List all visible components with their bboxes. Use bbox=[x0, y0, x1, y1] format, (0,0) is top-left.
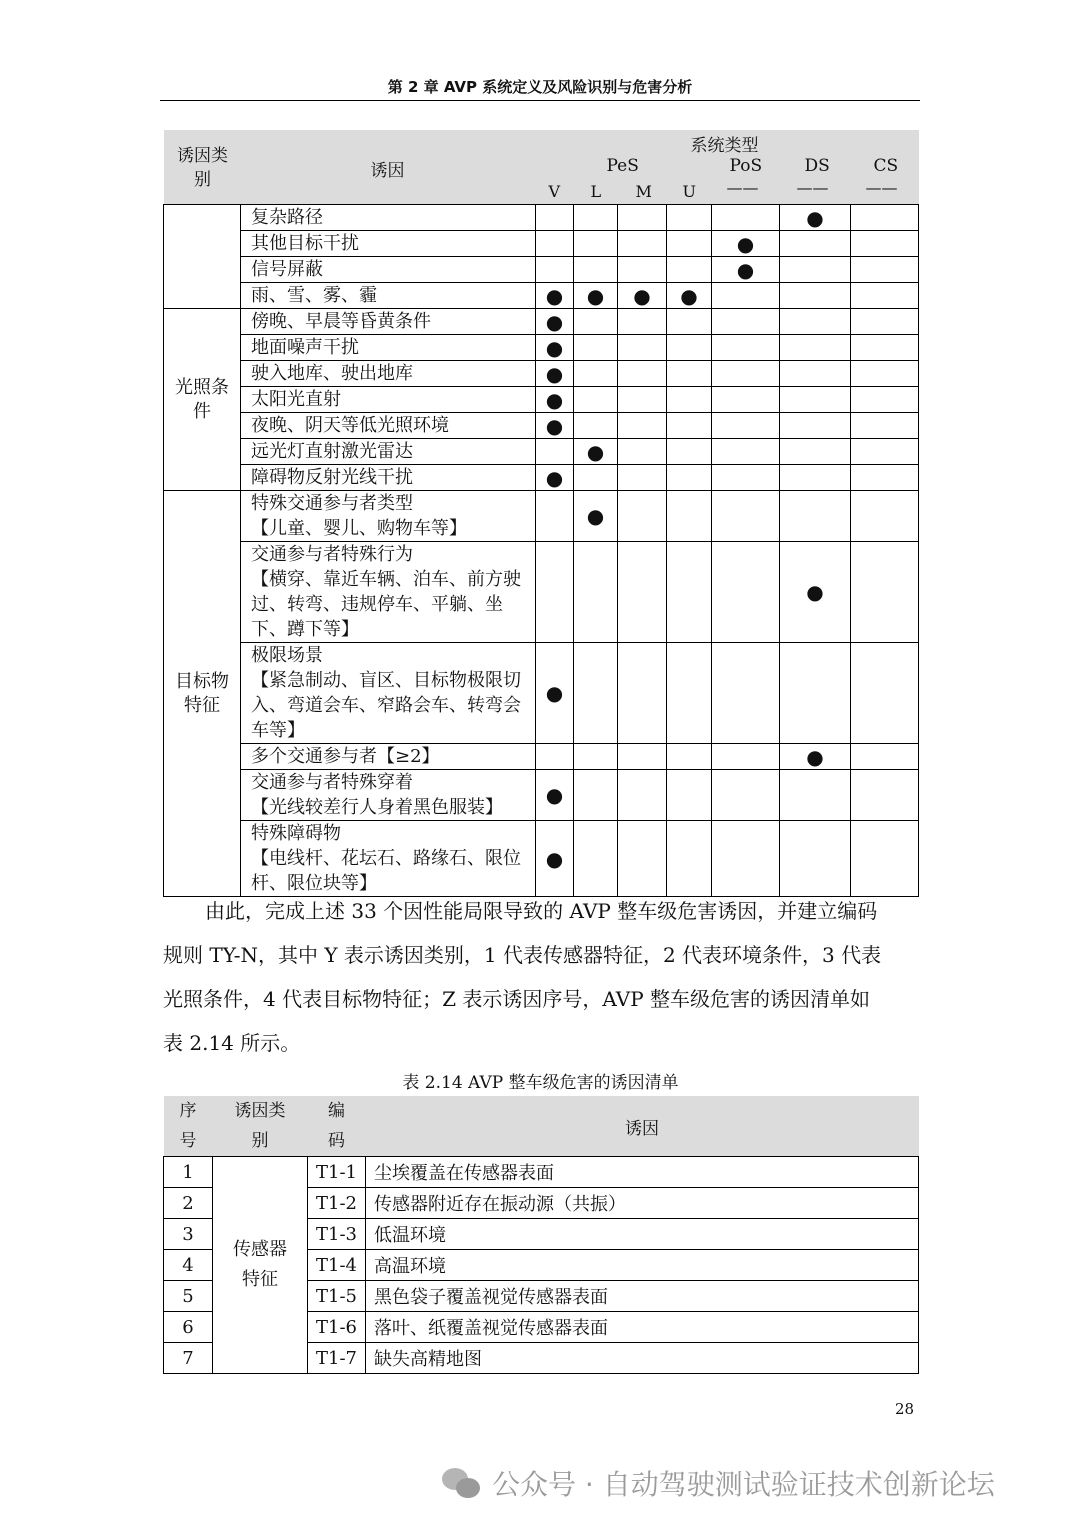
category-cell bbox=[164, 309, 241, 491]
marker: ● bbox=[536, 770, 574, 821]
marker: ● bbox=[536, 465, 574, 491]
marker: ● bbox=[536, 413, 574, 439]
table-row bbox=[164, 361, 919, 387]
header-pos: PoS bbox=[729, 156, 763, 176]
cause-text: 极限场景 【紧急制动、盲区、目标物极限切入、弯道会车、窄路会车、转弯会车等】 bbox=[251, 645, 521, 741]
watermark-text: 公众号 · 自动驾驶测试验证技术创新论坛 bbox=[492, 1468, 995, 1501]
marker: ● bbox=[712, 231, 780, 257]
cause-cell: 傍晚、早晨等昏黄条件 bbox=[241, 309, 536, 335]
wechat-icon bbox=[442, 1466, 482, 1500]
row-cause: 尘埃覆盖在传感器表面 bbox=[366, 1157, 919, 1188]
row-code: T1-6 bbox=[308, 1312, 366, 1343]
row-code: T1-7 bbox=[308, 1343, 366, 1374]
header-pes: PeS bbox=[606, 156, 639, 176]
table-row bbox=[164, 335, 919, 361]
header-category: 诱因类别 bbox=[177, 146, 228, 190]
header-sub-u: U bbox=[682, 182, 696, 201]
row-no: 6 bbox=[164, 1312, 213, 1343]
paragraph-line: 规则 TY-N，其中 Y 表示诱因类别，1 代表传感器特征，2 代表环境条件，3 代表 bbox=[163, 943, 882, 967]
table-row bbox=[164, 231, 919, 257]
row-cause: 传感器附近存在振动源（共振） bbox=[366, 1188, 919, 1219]
row-no: 1 bbox=[164, 1157, 213, 1188]
row-no: 5 bbox=[164, 1281, 213, 1312]
row-code: T1-4 bbox=[308, 1250, 366, 1281]
cause-text: 特殊障碍物 【电线杆、花坛石、路缘石、限位杆、限位块等】 bbox=[251, 823, 521, 894]
cause-cell: 驶入地库、驶出地库 bbox=[241, 361, 536, 387]
marker: ● bbox=[618, 283, 667, 309]
row-cause: 落叶、纸覆盖视觉传感器表面 bbox=[366, 1312, 919, 1343]
row-code: T1-2 bbox=[308, 1188, 366, 1219]
header-dash-ds: —— bbox=[796, 178, 829, 197]
table-row bbox=[164, 205, 919, 231]
table1-header bbox=[164, 130, 919, 204]
marker: ● bbox=[574, 439, 618, 465]
table-row bbox=[164, 643, 919, 744]
table-row bbox=[164, 309, 919, 335]
table-row bbox=[164, 439, 919, 465]
cause-cell: 多个交通参与者【≥2】 bbox=[241, 744, 536, 770]
marker: ● bbox=[780, 744, 851, 770]
table-row bbox=[164, 413, 919, 439]
cause-cell: 信号屏蔽 bbox=[241, 257, 536, 283]
header-sub-v: V bbox=[548, 182, 561, 201]
header-sub-l: L bbox=[590, 182, 602, 201]
body-paragraph bbox=[163, 889, 918, 1065]
marker: ● bbox=[536, 335, 574, 361]
cause-cell: 地面噪声干扰 bbox=[241, 335, 536, 361]
row-cause: 低温环境 bbox=[366, 1219, 919, 1250]
marker: ● bbox=[536, 387, 574, 413]
cause-cell bbox=[241, 770, 536, 821]
cause-cell: 夜晚、阴天等低光照环境 bbox=[241, 413, 536, 439]
paragraph-line: 由此，完成上述 33 个因性能局限导致的 AVP 整车级危害诱因，并建立编码 bbox=[205, 899, 878, 923]
marker: ● bbox=[536, 361, 574, 387]
marker: ● bbox=[712, 257, 780, 283]
marker: ● bbox=[536, 643, 574, 744]
category-cell bbox=[164, 205, 241, 309]
cause-text: 交通参与者特殊行为 【横穿、靠近车辆、泊车、前方驶过、转弯、违规停车、平躺、坐下、蹲下等】 bbox=[251, 544, 521, 640]
category-label: 光照条件 bbox=[175, 376, 229, 422]
header-system-type: 系统类型 bbox=[690, 136, 759, 156]
table-caption: 表 2.14 AVP 整车级危害的诱因清单 bbox=[402, 1073, 679, 1093]
row-code: T1-3 bbox=[308, 1219, 366, 1250]
header-dash-cs: —— bbox=[865, 178, 898, 197]
paragraph-line: 表 2.14 所示。 bbox=[163, 1031, 301, 1055]
cause-cell: 雨、雪、雾、霾 bbox=[241, 283, 536, 309]
table-row bbox=[164, 744, 919, 770]
row-cause: 高温环境 bbox=[366, 1250, 919, 1281]
table-row bbox=[164, 1157, 919, 1188]
table-row bbox=[164, 821, 919, 897]
cause-cell bbox=[241, 643, 536, 744]
marker: ● bbox=[536, 821, 574, 897]
marker: ● bbox=[536, 283, 574, 309]
row-cause: 缺失高精地图 bbox=[366, 1343, 919, 1374]
table-row bbox=[164, 542, 919, 643]
row-no: 7 bbox=[164, 1343, 213, 1374]
cause-cell: 障碍物反射光线干扰 bbox=[241, 465, 536, 491]
row-code: T1-1 bbox=[308, 1157, 366, 1188]
header-category: 诱因类别 bbox=[213, 1096, 308, 1157]
cause-cell bbox=[241, 821, 536, 897]
table-row bbox=[164, 257, 919, 283]
table-row bbox=[164, 770, 919, 821]
header-rule bbox=[160, 100, 920, 101]
cause-cell bbox=[241, 491, 536, 542]
marker: ● bbox=[780, 542, 851, 643]
cause-list-table bbox=[163, 1096, 919, 1374]
table-row bbox=[164, 465, 919, 491]
row-code: T1-5 bbox=[308, 1281, 366, 1312]
marker: ● bbox=[536, 309, 574, 335]
header-dash-pos: —— bbox=[726, 178, 759, 197]
watermark bbox=[442, 1463, 995, 1503]
page-number: 28 bbox=[895, 1400, 915, 1418]
row-no: 2 bbox=[164, 1188, 213, 1219]
row-no: 3 bbox=[164, 1219, 213, 1250]
marker: ● bbox=[574, 283, 618, 309]
category-label: 传感器特征 bbox=[233, 1239, 287, 1290]
header-sub-m: M bbox=[635, 182, 652, 201]
marker: ● bbox=[780, 205, 851, 231]
cause-cell: 远光灯直射激光雷达 bbox=[241, 439, 536, 465]
paragraph-line: 光照条件，4 代表目标物特征；Z 表示诱因序号，AVP 整车级危害的诱因清单如 bbox=[163, 987, 871, 1011]
cause-system-table bbox=[163, 130, 919, 897]
header-cs: CS bbox=[873, 156, 899, 176]
header-ds: DS bbox=[804, 156, 830, 176]
cause-cell: 其他目标干扰 bbox=[241, 231, 536, 257]
cause-text: 特殊交通参与者类型 【儿童、婴儿、购物车等】 bbox=[251, 493, 467, 539]
marker: ● bbox=[667, 283, 712, 309]
table-row bbox=[164, 387, 919, 413]
cause-cell bbox=[241, 542, 536, 643]
header-no: 序号 bbox=[164, 1096, 213, 1157]
row-no: 4 bbox=[164, 1250, 213, 1281]
header-cause: 诱因 bbox=[366, 1096, 919, 1157]
header-code: 编码 bbox=[308, 1096, 366, 1157]
category-label: 目标物特征 bbox=[175, 670, 229, 716]
category-cell bbox=[164, 491, 241, 897]
page-header: 第 2 章 AVP 系统定义及风险识别与危害分析 bbox=[387, 78, 693, 96]
category-cell bbox=[213, 1157, 308, 1374]
cause-cell: 复杂路径 bbox=[241, 205, 536, 231]
marker: ● bbox=[574, 491, 618, 542]
cause-text: 交通参与者特殊穿着 【光线较差行人身着黑色服装】 bbox=[251, 772, 503, 818]
row-cause: 黑色袋子覆盖视觉传感器表面 bbox=[366, 1281, 919, 1312]
cause-cell: 太阳光直射 bbox=[241, 387, 536, 413]
header-cause: 诱因 bbox=[370, 161, 405, 181]
table-row bbox=[164, 283, 919, 309]
table-row bbox=[164, 491, 919, 542]
